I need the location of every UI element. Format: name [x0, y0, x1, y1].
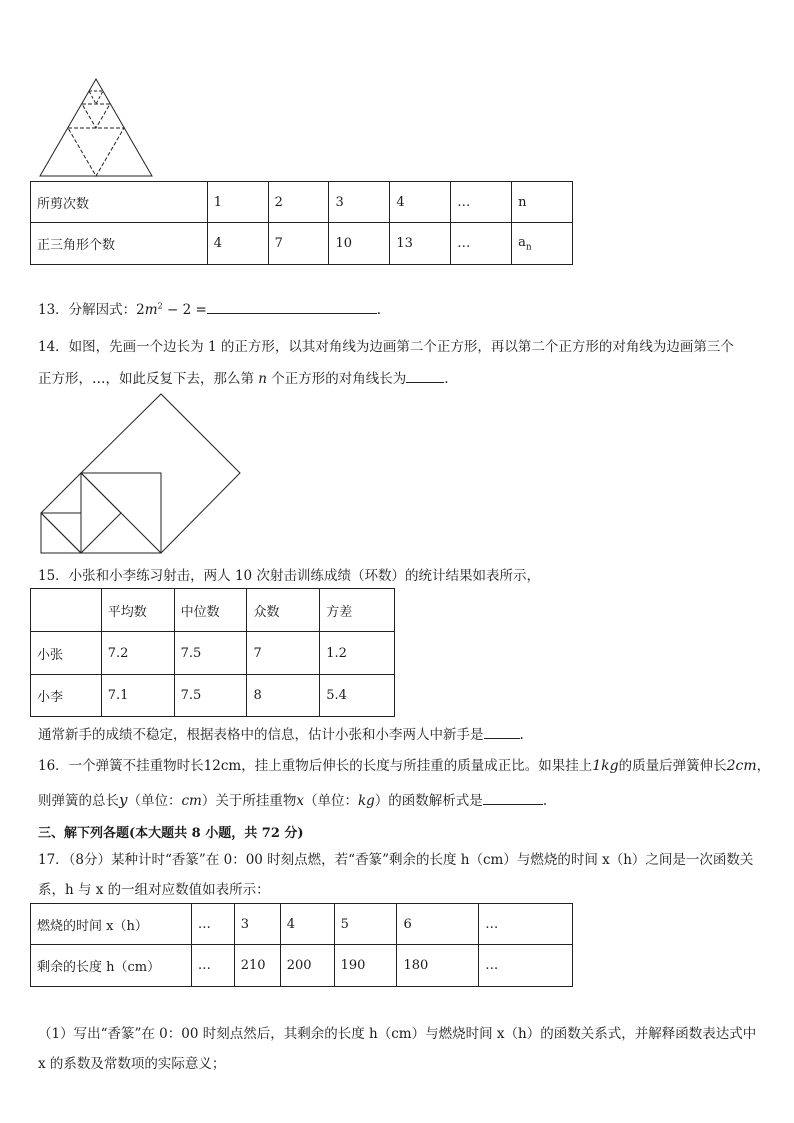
section-3-title: 三、解下列各题(本大题共 8 小题，共 72 分)	[38, 826, 304, 841]
table-cell: 3	[329, 182, 390, 223]
table-cell: 13	[390, 223, 451, 265]
question-17-sub1-line1: （1）写出“香篆”在 0：00 时刻点然后，其剩余的长度 h（cm）与燃烧时间 x（h）的函数关系式，并解释函数表达式中	[38, 1026, 757, 1042]
table-cell: 200	[280, 945, 334, 987]
table-cell: 1.2	[320, 632, 395, 675]
q16-unit-cm: cm	[181, 793, 202, 809]
table-cell: 4	[390, 182, 451, 223]
q16-x: x	[296, 793, 304, 809]
table-cell: 7	[268, 223, 329, 265]
incense-table	[30, 903, 573, 987]
answer-blank[interactable]	[483, 790, 543, 805]
q16-text-2b: （单位：	[127, 793, 182, 809]
q14-var: n	[258, 371, 267, 387]
q15-after-text: 通常新手的成绩不稳定，根据表格中的信息，估计小张和小李两人中新手是	[38, 727, 484, 743]
q16-text-c: ，	[756, 758, 771, 774]
q16-text-b: 的质量后弹簧伸长	[618, 758, 727, 774]
q16-end: .	[542, 793, 548, 809]
table-cell: …	[479, 945, 573, 987]
table-row	[31, 904, 573, 945]
table-cell: 1	[207, 182, 268, 223]
table-cell: 7.5	[174, 675, 247, 717]
table-cell: 5	[334, 904, 397, 945]
q13-prefix: 13．分解因式：2	[38, 302, 145, 318]
question-15-after	[38, 723, 524, 743]
q13-var: m	[144, 302, 158, 318]
table-cell: …	[451, 223, 512, 265]
question-17-sub1-line2: x 的系数及常数项的实际意义；	[38, 1056, 226, 1072]
table-cell: 7	[247, 632, 320, 675]
question-17-line2: 系，h 与 x 的一组对应数值如表所示：	[38, 882, 270, 898]
q14-text-b: 个正方形的对角线长为	[267, 371, 407, 387]
q16-text-2c: ）关于所挂重物	[201, 793, 297, 809]
q16-y: y	[119, 791, 128, 809]
table-row	[31, 632, 395, 675]
table-cell: 4	[280, 904, 334, 945]
table-cell: n	[512, 182, 573, 223]
table-cell: 190	[334, 945, 397, 987]
q14-text-a: 正方形，…，如此反复下去，那么第	[38, 371, 259, 387]
q13-tail: − 2 =	[162, 302, 207, 318]
table-header: 方差	[320, 589, 395, 632]
table-cell: 所剪次数	[31, 182, 208, 223]
question-16-line1	[38, 754, 770, 774]
table-cell: 7.2	[101, 632, 174, 675]
table-cell: …	[479, 904, 573, 945]
table-cell: 7.1	[101, 675, 174, 717]
table-cell: …	[191, 904, 234, 945]
q14-end: .	[444, 371, 449, 387]
q16-text-a: 16．一个弹簧不挂重物时长12cm，挂上重物后伸长的长度与所挂重的质量成正比。如果挂上	[38, 758, 593, 774]
table-cell: 剩余的长度 h（cm）	[31, 945, 192, 987]
q15-end: .	[519, 727, 524, 743]
table-cell: 2	[268, 182, 329, 223]
question-16-line2	[38, 789, 547, 809]
table-header: 平均数	[101, 589, 174, 632]
table-cell: 210	[234, 945, 280, 987]
a-n-base: a	[518, 234, 526, 250]
q16-text-2d: （单位：	[303, 793, 358, 809]
table-cell: 3	[234, 904, 280, 945]
table-header	[31, 589, 102, 632]
table-cell: 6	[397, 904, 479, 945]
answer-blank[interactable]	[484, 724, 520, 739]
table-cell: …	[451, 182, 512, 223]
shooting-stats-table	[30, 588, 395, 717]
table-cell: …	[191, 945, 234, 987]
q16-unit-kg: kg	[357, 793, 375, 809]
question-17-line1: 17．（8分）某种计时“香篆”在 0：00 时刻点燃，若“香篆”剩余的长度 h（cm）与燃烧的时间 x（h）之间是一次函数关	[38, 852, 754, 868]
table-header-row	[31, 589, 395, 632]
q16-text-2e: ）的函数解析式是	[374, 793, 483, 809]
table-row	[31, 675, 395, 717]
a-n-subscript: n	[525, 242, 532, 253]
table-cell: 8	[247, 675, 320, 717]
table-cell: 小李	[31, 675, 102, 717]
q13-exp: 2	[157, 301, 163, 311]
table-cell: 5.4	[320, 675, 395, 717]
question-14-line1: 14．如图，先画一个边长为 1 的正方形，以其对角线为边画第二个正方形，再以第二个正方形的对角线为边画第三个	[38, 339, 734, 355]
q16-kg: 1kg	[592, 758, 619, 774]
table-cell: 7.5	[174, 632, 247, 675]
q16-text-2a: 则弹簧的总长	[38, 793, 119, 809]
table-cell: 燃烧的时间 x（h）	[31, 904, 192, 945]
table-cell: 正三角形个数	[31, 223, 208, 265]
question-15-intro: 15．小张和小李练习射击，两人 10 次射击训练成绩（环数）的统计结果如表所示，	[38, 568, 540, 584]
table-cell: 小张	[31, 632, 102, 675]
table-row	[31, 945, 573, 987]
q13-end: .	[376, 302, 382, 318]
table-header: 众数	[247, 589, 320, 632]
table-cell: 10	[329, 223, 390, 265]
table-header: 中位数	[174, 589, 247, 632]
q16-cm: 2cm	[726, 758, 757, 774]
table-cell: 180	[397, 945, 479, 987]
table-cell: 4	[207, 223, 268, 265]
